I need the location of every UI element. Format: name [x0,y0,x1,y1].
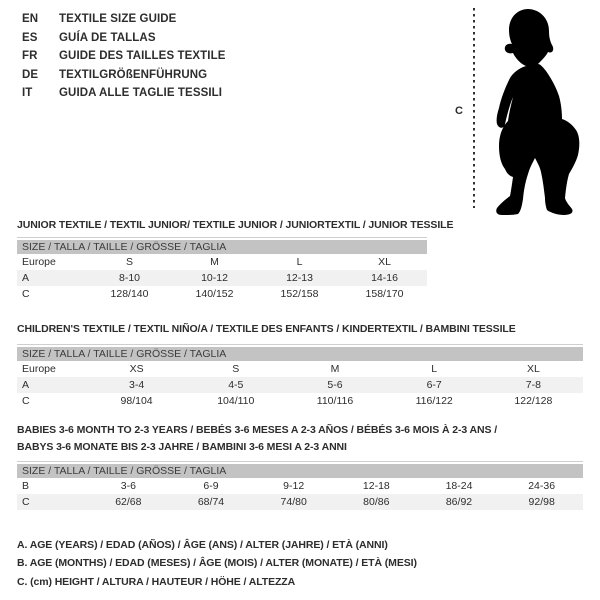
section-title-line: BABIES 3-6 MONTH TO 2-3 YEARS / BEBÉS 3-6 MESES A 2-3 AÑOS / BÉBÉS 3-6 MOIS À 2-3 ANS / [17,424,498,436]
row-label: Europe [22,363,56,375]
table-cell: 152/158 [280,288,319,300]
table-cell: M [210,256,219,268]
language-row-de [22,66,226,85]
table-cell: 10-12 [201,272,228,284]
section-title-babies [17,422,587,456]
table-cell: 6-9 [203,480,219,492]
table-cell: 5-6 [327,379,343,391]
legend-line-b: B. AGE (MONTHS) / EDAD (MESES) / ÂGE (MOIS) / ALTER (MONATE) / ETÀ (MESI) [17,557,417,570]
table-cell: XS [129,363,144,375]
size-table-children [17,344,583,409]
table-row [17,377,583,393]
language-code: ES [22,31,38,44]
table-row [17,361,583,377]
table-row [17,270,427,286]
legend-block [17,536,417,591]
table-cell: 3-4 [129,379,145,391]
row-label: C [22,395,30,407]
language-row-en [22,10,226,29]
row-label: C [22,496,30,508]
row-label: B [22,480,30,492]
table-cell: 12-18 [362,480,390,492]
language-code: DE [22,68,39,81]
language-title: GUIDE DES TAILLES TEXTILE [59,50,226,63]
table-cell: 14-16 [371,272,398,284]
size-header-bar: SIZE / TALLA / TAILLE / GRÖSSE / TAGLIA [17,347,583,361]
table-cell: 62/68 [115,496,142,508]
size-header-bar: SIZE / TALLA / TAILLE / GRÖSSE / TAGLIA [17,464,583,478]
table-cell: 92/98 [528,496,555,508]
language-row-it [22,84,226,103]
table-cell: 80/86 [363,496,390,508]
table-cell: L [296,256,303,268]
table-cell: 12-13 [286,272,313,284]
table-cell: XL [378,256,391,268]
section-title-line: CHILDREN'S TEXTILE / TEXTIL NIÑO/A / TEXTILE DES ENFANTS / KINDERTEXTIL / BAMBINI TESSILE [17,323,516,335]
legend-line-c: C. (cm) HEIGHT / ALTURA / HAUTEUR / HÖHE / ALTEZZA [17,575,296,588]
legend-line-a: A. AGE (YEARS) / EDAD (AÑOS) / ÂGE (ANS) / ALTER (JAHRE) / ETÀ (ANNI) [17,539,388,551]
toddler-silhouette-icon [488,4,588,216]
height-measure-label: C [455,105,463,117]
table-row [17,254,427,270]
row-label: Europe [22,256,56,268]
row-label: A [22,379,30,391]
table-row [17,286,427,302]
table-cell: S [232,363,240,375]
table-cell: 8-10 [118,272,140,284]
size-header-bar: SIZE / TALLA / TAILLE / GRÖSSE / TAGLIA [17,240,427,254]
language-code: EN [22,13,39,25]
table-cell: 140/152 [195,288,234,300]
table-cell: S [125,256,133,268]
language-title: GUIDA ALLE TAGLIE TESSILI [59,87,223,100]
section-title-junior [17,217,587,234]
table-cell: 7-8 [525,379,541,391]
language-title: TEXTILGRÖßENFÜHRUNG [59,68,208,81]
table-cell: 4-5 [228,379,244,391]
table-row [17,393,583,409]
table-cell: M [330,363,340,375]
table-row [17,478,583,494]
row-label: A [22,272,30,284]
table-cell: 98/104 [120,395,153,407]
table-cell: 86/92 [445,496,473,508]
section-title-line: BABYS 3-6 MONATE BIS 2-3 JAHRE / BAMBINI 3-6 MESI A 2-3 ANNI [17,441,347,453]
table-cell: 18-24 [445,480,473,492]
language-code: IT [22,87,33,100]
table-cell: 74/80 [280,496,307,508]
table-cell: L [431,363,438,375]
size-table-babies [17,461,583,510]
language-title: TEXTILE SIZE GUIDE [59,13,177,25]
table-cell: 104/110 [217,395,255,407]
table-cell: 6-7 [426,379,442,391]
size-table-junior [17,237,427,302]
table-cell: 128/140 [110,288,149,300]
table-cell: 110/116 [316,395,354,407]
table-cell: 24-36 [528,480,556,492]
dashed-measure-line-icon [473,8,475,208]
language-row-es [22,29,226,48]
table-cell: 116/122 [415,395,453,407]
section-title-line: JUNIOR TEXTILE / TEXTIL JUNIOR/ TEXTILE JUNIOR / JUNIORTEXTIL / JUNIOR TESSILE [17,219,454,231]
table-cell: 9-12 [283,480,305,492]
language-code: FR [22,50,38,63]
table-cell: XL [526,363,540,375]
table-cell: 122/128 [514,395,553,407]
language-row-fr [22,47,226,66]
table-cell: 3-6 [120,480,136,492]
row-label: C [22,288,30,300]
table-row [17,494,583,510]
language-title: GUÍA DE TALLAS [59,31,156,44]
section-title-children [17,321,587,338]
language-title-block [22,10,226,103]
table-cell: 158/170 [365,288,404,300]
table-cell: 68/74 [197,496,225,508]
